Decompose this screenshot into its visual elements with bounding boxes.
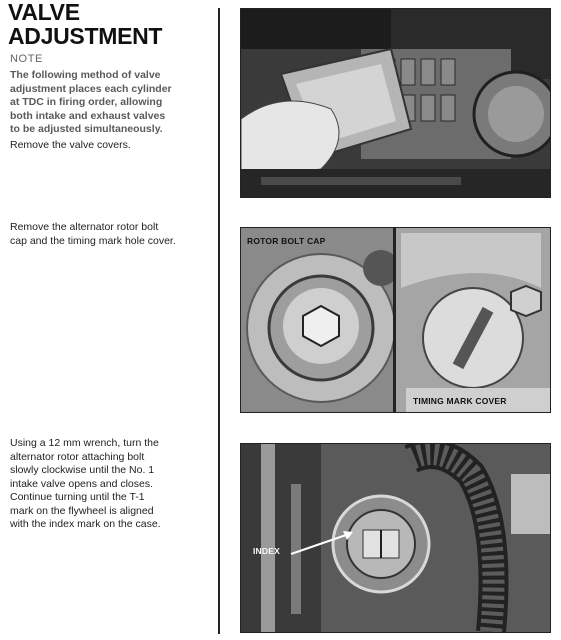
page-title bbox=[8, 0, 162, 48]
title-line-2: ADJUSTMENT bbox=[8, 23, 163, 49]
title-line-1: VALVE bbox=[8, 0, 80, 25]
note-line: The following method of valve bbox=[10, 69, 161, 81]
photo-index-mark bbox=[240, 443, 551, 633]
note-line: adjustment places each cylinder bbox=[10, 82, 172, 95]
note-line: both intake and exhaust valves bbox=[10, 109, 166, 122]
step-line: slowly clockwise until the No. 1 bbox=[10, 464, 155, 476]
step-line: Remove the valve covers. bbox=[10, 139, 131, 151]
step-line: alternator rotor attaching bolt bbox=[10, 450, 145, 463]
note-line: to be adjusted simultaneously. bbox=[10, 123, 163, 135]
step-line: with the index mark on the case. bbox=[10, 518, 161, 530]
column-divider bbox=[218, 8, 220, 634]
label-index: INDEX bbox=[253, 546, 280, 556]
label-timing-mark-cover: TIMING MARK COVER bbox=[413, 396, 507, 406]
step-line: Using a 12 mm wrench, turn the bbox=[10, 437, 159, 449]
note-line: at TDC in firing order, allowing bbox=[10, 96, 163, 108]
engine-photo-2 bbox=[241, 228, 550, 412]
step-turn-rotor bbox=[10, 437, 210, 532]
step-line: intake valve opens and closes. bbox=[10, 477, 154, 490]
step-line: cap and the timing mark hole cover. bbox=[10, 234, 176, 247]
step-line: mark on the flywheel is aligned bbox=[10, 504, 154, 517]
step-remove-valve-covers bbox=[10, 139, 210, 153]
step-remove-bolt-cap bbox=[10, 221, 210, 248]
engine-photo-3 bbox=[241, 444, 550, 632]
note-text bbox=[10, 69, 210, 137]
engine-photo-1 bbox=[241, 9, 550, 197]
photo-rotor-bolt-cap-timing-cover bbox=[240, 227, 551, 413]
step-line: Remove the alternator rotor bolt bbox=[10, 221, 159, 233]
label-rotor-bolt-cap: ROTOR BOLT CAP bbox=[247, 236, 326, 246]
note-heading: NOTE bbox=[10, 53, 43, 65]
photo-valve-cover-removal bbox=[240, 8, 551, 198]
step-line: Continue turning until the T-1 bbox=[10, 491, 145, 503]
